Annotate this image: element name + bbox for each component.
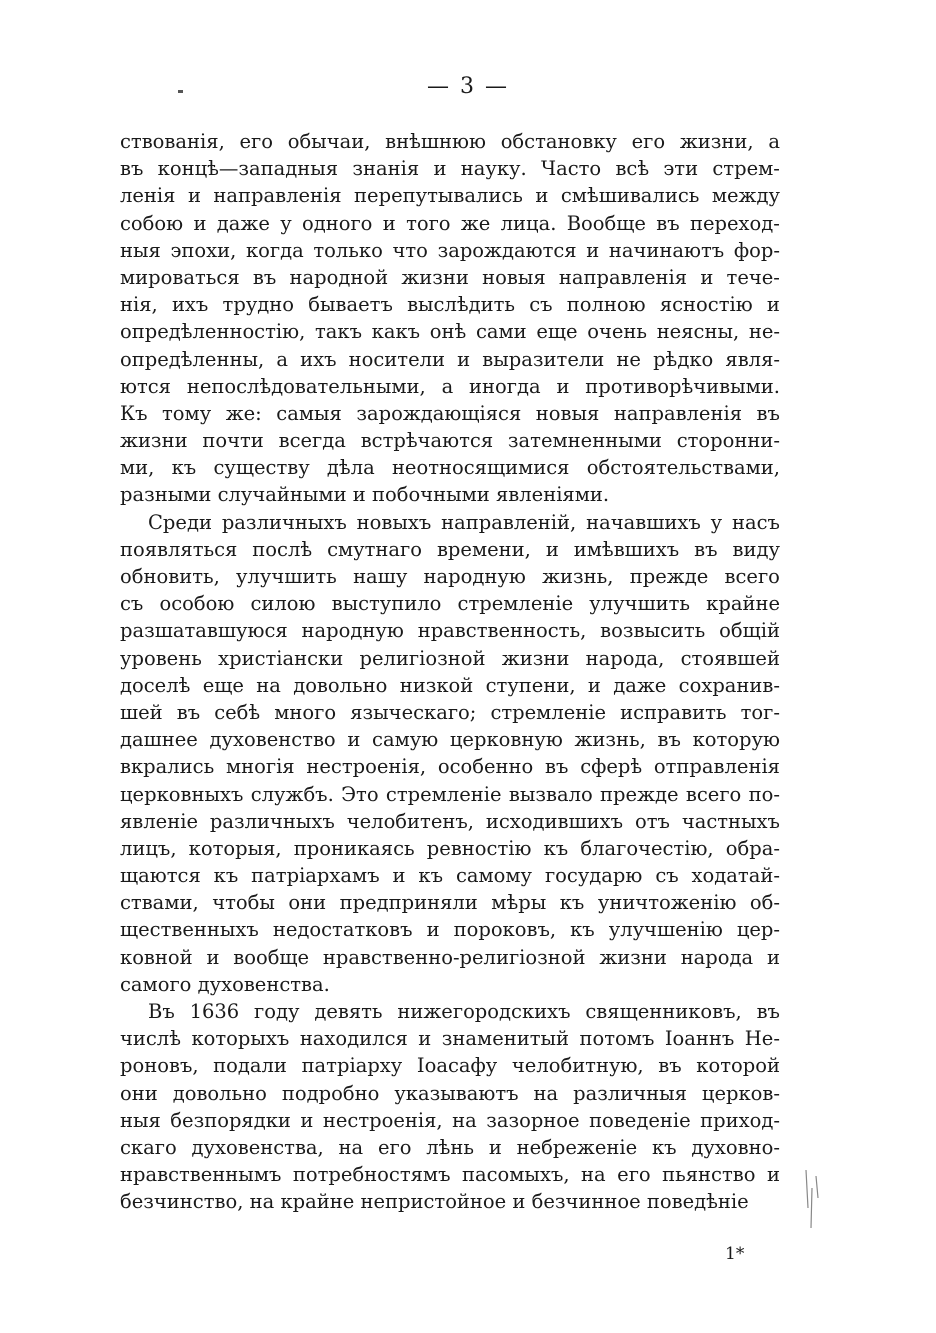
page-number: — 3 — xyxy=(427,74,509,99)
text-line: ствованія, его обычаи, внѣшнюю обстановку его жизни, а xyxy=(120,130,780,153)
text-line: доселѣ еще на довольно низкой ступени, и даже сохранив- xyxy=(120,673,780,697)
text-line: разными случайными и побочными явленіями. xyxy=(120,483,610,507)
text-line: дашнее духовенство и самую церковную жизнь, въ которую xyxy=(120,728,780,752)
text-line: самого духовенства. xyxy=(120,972,330,996)
text-line: церковныхъ службъ. Это стремленіе вызвало прежде всего по- xyxy=(120,782,780,806)
text-line: нія, ихъ трудно бываетъ выслѣдить съ полною ясностію и xyxy=(120,293,780,317)
text-line: вкрались многія нестроенія, особенно въ сферѣ отправленія xyxy=(120,755,780,779)
text-line: щественныхъ недостатковъ и пороковъ, къ улучшенію цер- xyxy=(120,918,780,942)
text-line: уровень христіански религіозной жизни народа, стоявшей xyxy=(120,646,780,670)
paragraph xyxy=(120,509,780,998)
text-line: нравственнымъ потребностямъ пасомыхъ, на его пьянство и xyxy=(120,1163,780,1187)
text-line: ковной и вообще нравственно-религіозной жизни народа и xyxy=(120,945,780,969)
text-line: опредѣленны, а ихъ носители и выразители не рѣдко явля- xyxy=(120,347,780,371)
text-line: жизни почти всегда встрѣчаются затемненными сторонни- xyxy=(120,429,780,453)
text-line: появляться послѣ смутнаго времени, и имѣвшихъ въ виду xyxy=(120,537,780,561)
text-line: Въ 1636 году девять нижегородскихъ священниковъ, въ xyxy=(148,1000,780,1023)
body-text xyxy=(120,128,780,1216)
text-line: опредѣленностію, такъ какъ онѣ сами еще очень неясны, не- xyxy=(120,320,780,344)
text-line: ныя безпорядки и нестроенія, на зазорное поведеніе приход- xyxy=(120,1108,780,1132)
text-line: Къ тому же: самыя зарождающіяся новыя направленія въ xyxy=(120,401,780,425)
text-line: Среди различныхъ новыхъ направленій, начавшихъ у насъ xyxy=(148,510,780,534)
text-line: въ концѣ—западныя знанія и науку. Часто всѣ эти стрем- xyxy=(120,157,780,181)
text-line: шей въ себѣ много языческаго; стремленіе исправить тог- xyxy=(120,700,780,724)
text-line: ленія и направленія перепутывались и смѣшивались между xyxy=(120,184,780,208)
text-line: числѣ которыхъ находился и знаменитый потомъ Іоаннъ Не- xyxy=(120,1027,780,1051)
text-line: роновъ, подали патріарху Іоасафу челобитную, въ которой xyxy=(120,1054,780,1078)
text-line: съ особою силою выступило стремленіе улучшить крайне xyxy=(120,592,780,616)
paragraph xyxy=(120,128,780,509)
printer-signature-mark: 1* xyxy=(725,1244,745,1264)
text-line: скаго духовенства, на его лѣнь и небреженіе къ духовно- xyxy=(120,1135,780,1159)
paragraph xyxy=(120,998,780,1216)
text-line: явленіе различныхъ челобитенъ, исходившихъ отъ частныхъ xyxy=(120,809,780,833)
text-line: ются непослѣдовательными, а иногда и противорѣчивыми. xyxy=(120,374,780,398)
text-line: ныя эпохи, когда только что зарождаются и начинаютъ фор- xyxy=(120,238,780,262)
text-line: ми, къ существу дѣла неотносящимися обстоятельствами, xyxy=(120,456,780,480)
text-line: щаются къ патріархамъ и къ самому государю съ ходатай- xyxy=(120,864,780,888)
text-line: ствами, чтобы они предприняли мѣры къ уничтоженію об- xyxy=(120,891,780,915)
text-line: они довольно подробно указываютъ на различныя церков- xyxy=(120,1081,780,1105)
text-line: мироваться въ народной жизни новыя направленія и тече- xyxy=(120,265,780,289)
text-line: собою и даже у одного и того же лица. Вообще въ переход- xyxy=(120,211,780,235)
text-line: лицъ, которыя, проникаясь ревностію къ благочестію, обра- xyxy=(120,836,780,860)
text-line: разшатавшуюся народную нравственность, возвысить общій xyxy=(120,619,780,643)
text-line: обновить, улучшить нашу народную жизнь, прежде всего xyxy=(120,565,780,588)
text-line: безчинство, на крайне непристойное и безчинное поведѣніе xyxy=(120,1190,749,1214)
margin-pencil-mark xyxy=(802,1168,822,1238)
